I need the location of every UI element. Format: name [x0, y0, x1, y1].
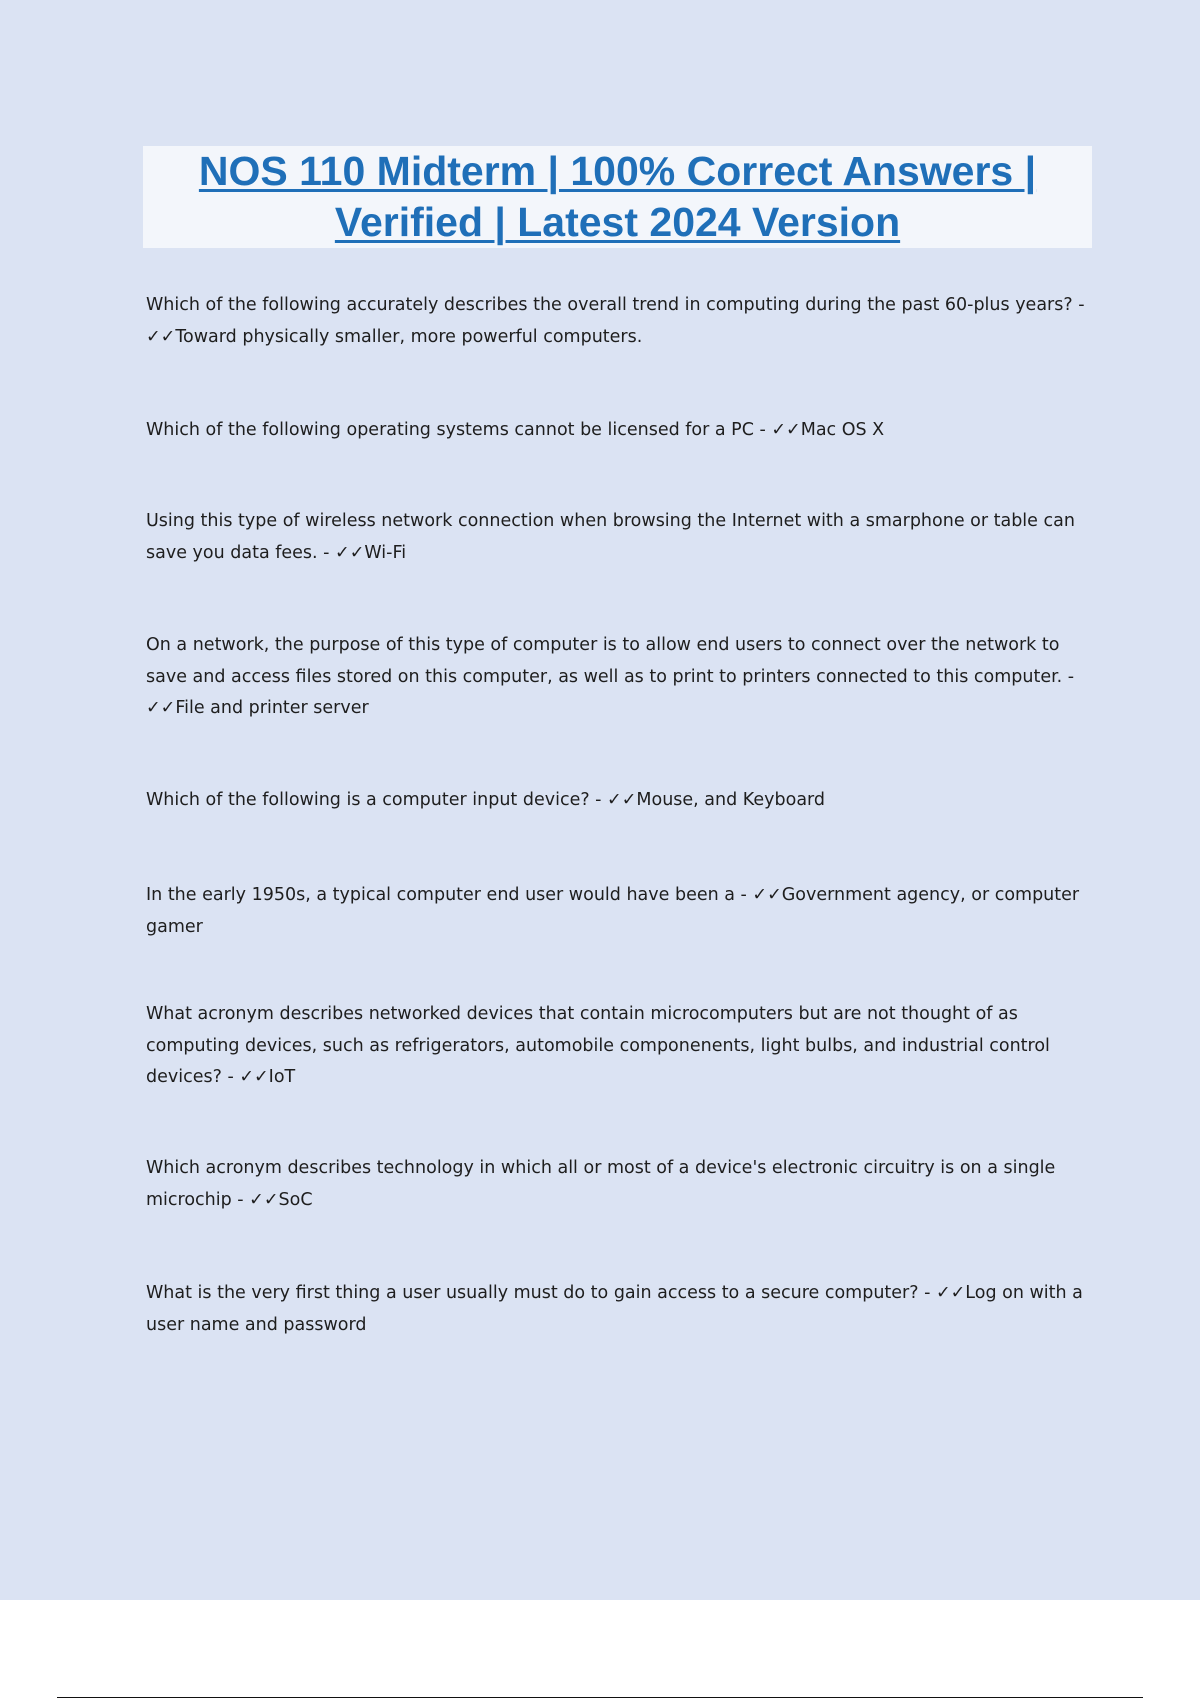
qa-item-6: In the early 1950s, a typical computer end user would have been a - ✓✓Government agency, or computer gamer: [146, 885, 1080, 937]
qa-item-7: What acronym describes networked devices that contain microcomputers but are not thought of as computing devices, such as refrigerators, automobile componenents, light bulbs, and industrial control devices? - ✓✓IoT: [146, 1004, 1050, 1087]
qa-item-4: On a network, the purpose of this type of computer is to allow end users to connect over the network to save and access files stored on this computer, as well as to print to printers connected to this computer. - ✓✓File and printer server: [146, 635, 1075, 718]
document-title-line-1: NOS 110 Midterm | 100% Correct Answers |: [198, 148, 1037, 194]
qa-item-9: What is the very first thing a user usually must do to gain access to a secure computer? - ✓✓Log on with a user name and password: [146, 1283, 1083, 1335]
title-banner: [143, 146, 1092, 248]
qa-item-5: Which of the following is a computer input device? - ✓✓Mouse, and Keyboard: [146, 790, 826, 810]
qa-item-1: Which of the following accurately describes the overall trend in computing during the past 60-plus years? - ✓✓Toward physically smaller, more powerful computers.: [146, 295, 1085, 347]
qa-item-2: Which of the following operating systems cannot be licensed for a PC - ✓✓Mac OS X: [146, 420, 885, 440]
qa-item-8: Which acronym describes technology in which all or most of a device's electronic circuitry is on a single microchip - ✓✓SoC: [146, 1158, 1056, 1210]
footer-divider: [57, 1697, 1143, 1698]
document-title-line-2: Verified | Latest 2024 Version: [334, 199, 901, 245]
qa-item-3: Using this type of wireless network connection when browsing the Internet with a smarphone or table can save you data fees. - ✓✓Wi-Fi: [146, 511, 1075, 563]
